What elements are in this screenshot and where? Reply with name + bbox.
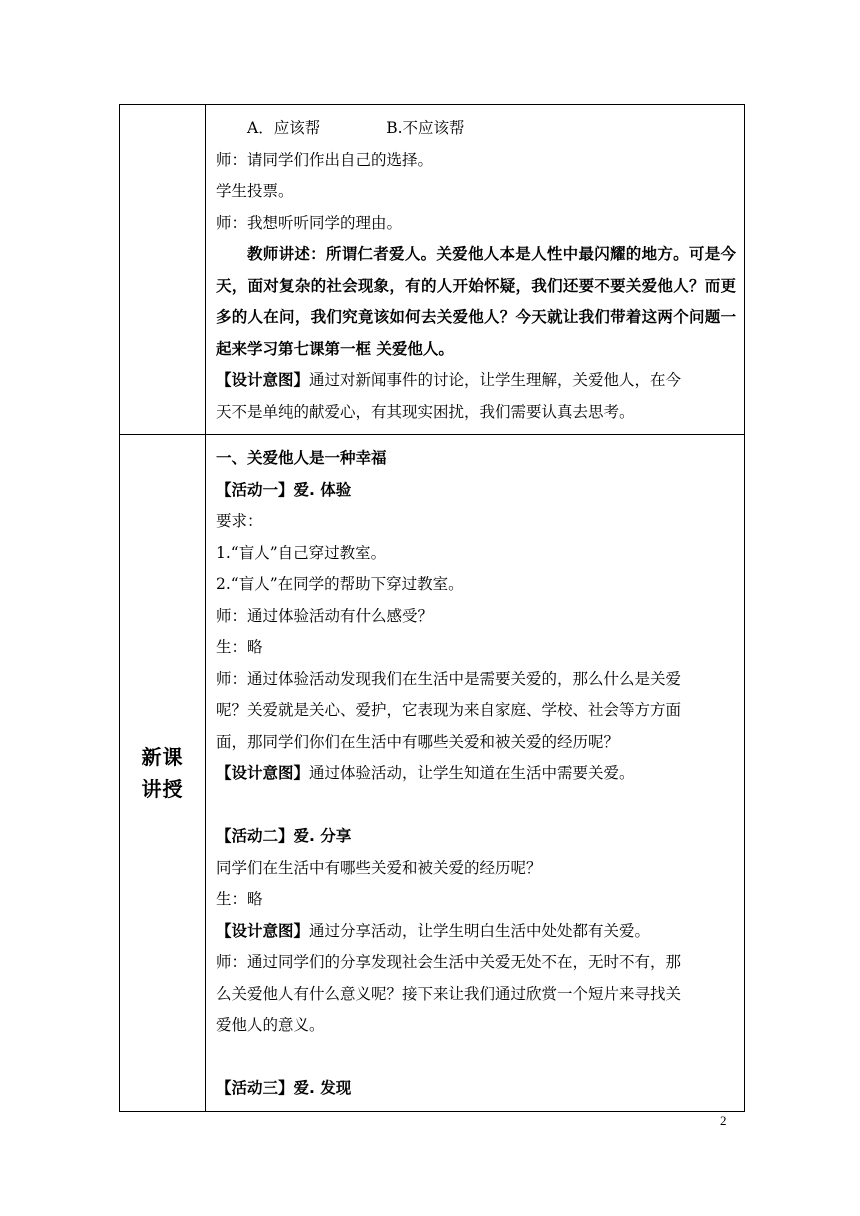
text-line: 要求： xyxy=(216,512,263,530)
text-line: 呢？关爱就是关心、爱护，它表现为来自家庭、学校、社会等方方面 xyxy=(216,701,682,719)
activity-title: 【活动三】爱. 发现 xyxy=(216,1079,352,1097)
text-line: 2.“盲人”在同学的帮助下穿过教室。 xyxy=(216,575,464,593)
design-intent-text: 通过分享活动，让学生明白生活中处处都有关爱。 xyxy=(309,921,651,940)
text-line: 生：略 xyxy=(216,638,263,656)
text-line: 爱他人的意义。 xyxy=(216,1016,325,1034)
text-line: 面，那同学们你们在生活中有哪些关爱和被关爱的经历呢？ xyxy=(216,732,620,751)
design-intent-label: 【设计意图】 xyxy=(216,921,310,940)
activity-title: 【活动二】爱. 分享 xyxy=(216,827,352,845)
section-content-cell xyxy=(206,105,745,435)
design-intent-text: 通过对新闻事件的讨论，让学生理解，关爱他人，在今 xyxy=(309,371,682,389)
teacher-lecture-paragraph: 教师讲述：所谓仁者爱人。关爱他人本是人性中最闪耀的地方。可是今天，面对复杂的社会现象，有的人开始怀疑，我们还要不要关爱他人？而更多的人在问，我们究竟该如何去关爱他人？今天就让我们带着这两个问题一起来学习第七课第一框 关爱他人。 xyxy=(216,245,736,358)
activity-title: 【活动一】爱. 体验 xyxy=(216,480,352,499)
text-line: 生：略 xyxy=(216,890,263,908)
text-line: 学生投票。 xyxy=(216,182,294,200)
section-label: 讲授 xyxy=(141,776,184,801)
text-line: 1.“盲人”自己穿过教室。 xyxy=(216,543,387,562)
page-number: 2 xyxy=(720,1113,727,1128)
text-line: 师：请同学们作出自己的选择。 xyxy=(216,150,434,169)
text-line: 么关爱他人有什么意义呢？接下来让我们通过欣赏一个短片来寻找关 xyxy=(216,984,682,1003)
section-label-cell xyxy=(120,435,206,1112)
text-line: 师：通过体验活动有什么感受？ xyxy=(216,606,434,625)
section-label-cell xyxy=(120,105,206,435)
options-line xyxy=(216,113,736,145)
section-label: 新课 xyxy=(141,744,184,769)
design-intent-label: 【设计意图】 xyxy=(216,371,310,389)
design-intent-label: 【设计意图】 xyxy=(216,764,310,782)
section-heading: 一、关爱他人是一种幸福 xyxy=(216,449,387,467)
text-line: 天不是单纯的献爱心，有其现实困扰，我们需要认真去思考。 xyxy=(216,402,635,421)
option-b: B.不应该帮 xyxy=(386,119,465,137)
table-row xyxy=(120,435,745,1112)
section-content-cell xyxy=(206,435,745,1112)
table-row xyxy=(120,105,745,435)
lesson-plan-table xyxy=(119,104,745,1112)
text-line: 师：我想听听同学的理由。 xyxy=(216,213,403,232)
text-line: 师：通过体验活动发现我们在生活中是需要关爱的，那么什么是关爱 xyxy=(216,669,682,688)
design-intent-text: 通过体验活动，让学生知道在生活中需要关爱。 xyxy=(309,764,635,782)
text-line: 同学们在生活中有哪些关爱和被关爱的经历呢？ xyxy=(216,858,542,877)
option-a: A．应该帮 xyxy=(247,119,321,137)
text-line: 师：通过同学们的分享发现社会生活中关爱无处不在，无时不有，那 xyxy=(216,953,682,971)
